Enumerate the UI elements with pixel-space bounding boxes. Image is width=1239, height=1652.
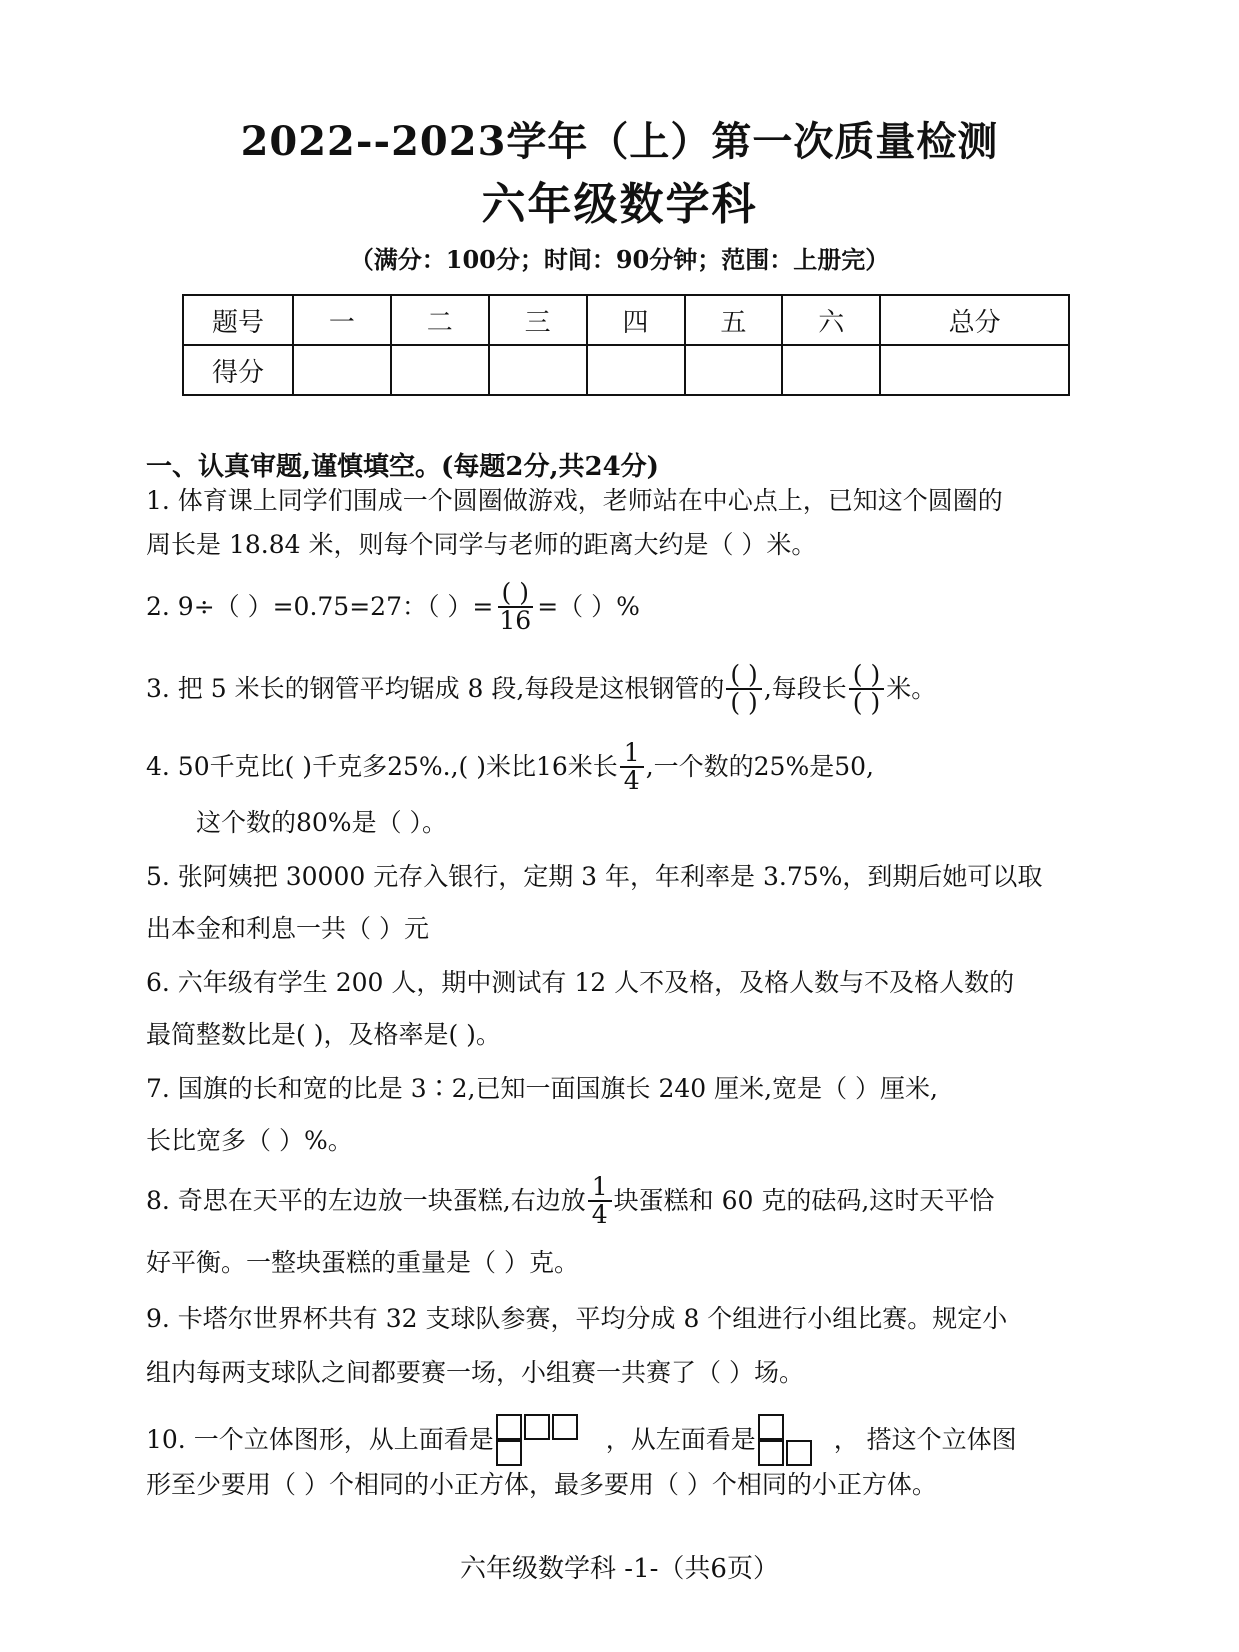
q3-text-2: ,每段长 (763, 674, 847, 704)
q9-line1: 9. 卡塔尔世界杯共有 32 支球队参赛，平均分成 8 个组进行小组比赛。规定小 (146, 1304, 1008, 1333)
score-header-cell: 四 (587, 295, 685, 345)
q10-line2: 形至少要用（ ）个相同的小正方体，最多要用（ ）个相同的小正方体。 (146, 1470, 937, 1499)
q8-fraction (588, 1174, 612, 1229)
score-table-header-row (183, 295, 1069, 345)
score-row-label: 得分 (183, 345, 293, 395)
q8-line2: 好平衡。一整块蛋糕的重量是（ ）克。 (146, 1248, 579, 1277)
q3-text-1: 3. 把 5 米长的钢管平均锯成 8 段,每段是这根钢管的 (146, 674, 725, 704)
left-view-square (758, 1414, 784, 1440)
top-view-figure (496, 1414, 586, 1466)
q4-line2: 这个数的80%是（ ）。 (196, 808, 448, 837)
q10-text-1: 10. 一个立体图形，从上面看是 (146, 1425, 494, 1454)
q6-line1: 6. 六年级有学生 200 人，期中测试有 12 人不及格，及格人数与不及格人数的 (146, 968, 1015, 997)
q3-frac1-denominator: ( ) (730, 688, 758, 718)
q8-text-2: 块蛋糕和 60 克的砝码,这时天平恰 (613, 1186, 995, 1216)
score-cell-3[interactable] (489, 345, 587, 395)
score-header-cell: 题号 (183, 295, 293, 345)
q4-frac-numerator: 1 (620, 740, 644, 768)
left-view-square (758, 1440, 784, 1466)
exam-subject: 六年级数学科 (481, 179, 758, 230)
top-view-square (552, 1414, 578, 1440)
q9-line2: 组内每两支球队之间都要赛一场，小组赛一共赛了（ ）场。 (146, 1358, 804, 1387)
q6-line2: 最简整数比是( )，及格率是( )。 (146, 1020, 501, 1049)
q4-frac-denominator: 4 (623, 766, 640, 796)
q3-text-3: 米。 (886, 674, 937, 704)
q2-text-1: 2. 9÷（ ）=0.75=27：（ ）= (146, 592, 494, 622)
q3-fraction-1 (726, 662, 761, 717)
q4-text-2: ,一个数的25%是50, (645, 752, 874, 782)
score-table-score-row (183, 345, 1069, 395)
q10-text-3: ， 搭这个立体图 (833, 1425, 1017, 1454)
q10-text-2: ，从左面看是 (605, 1425, 756, 1454)
top-view-square (524, 1414, 550, 1440)
q1-line2: 周长是 18.84 米，则每个同学与老师的距离大约是（ ）米。 (146, 530, 817, 559)
top-view-square (496, 1414, 522, 1440)
q3 (146, 662, 936, 717)
left-view-square (786, 1440, 812, 1466)
q2-fraction (495, 580, 535, 635)
score-header-cell: 一 (293, 295, 391, 345)
q8-frac-denominator: 4 (591, 1200, 608, 1230)
score-cell-1[interactable] (293, 345, 391, 395)
q10-line1 (146, 1414, 1017, 1466)
exam-title: 2022--2023学年（上）第一次质量检测 (240, 118, 999, 165)
exam-meta: （满分：100分；时间：90分钟；范围：上册完） (349, 245, 890, 274)
q4-text-1: 4. 50千克比( )千克多25%.,( )米比16米长 (146, 752, 618, 782)
left-view-figure (758, 1414, 820, 1466)
q4-fraction (620, 740, 644, 795)
q4-line1 (146, 740, 874, 795)
section-1-heading: 一、认真审题,谨慎填空。(每题2分,共24分) (146, 452, 659, 482)
q8-text-1: 8. 奇思在天平的左边放一块蛋糕,右边放 (146, 1186, 586, 1216)
q1-line1: 1. 体育课上同学们围成一个圆圈做游戏，老师站在中心点上，已知这个圆圈的 (146, 486, 1003, 515)
score-cell-total[interactable] (880, 345, 1069, 395)
q7-line2: 长比宽多（ ）%。 (146, 1126, 353, 1155)
score-cell-4[interactable] (587, 345, 685, 395)
score-header-cell: 二 (391, 295, 489, 345)
score-header-cell: 五 (685, 295, 783, 345)
score-table (182, 294, 1070, 396)
q3-fraction-2 (849, 662, 884, 717)
q5-line2: 出本金和利息一共（ ）元 (146, 914, 429, 943)
score-cell-2[interactable] (391, 345, 489, 395)
q8-frac-numerator: 1 (588, 1174, 612, 1202)
q3-frac2-numerator: ( ) (849, 662, 884, 690)
q2-frac-numerator: ( ) (498, 580, 533, 608)
score-cell-6[interactable] (782, 345, 880, 395)
q2-text-2: =（ ）% (537, 592, 640, 622)
q2 (146, 580, 640, 635)
score-cell-5[interactable] (685, 345, 783, 395)
page-footer: 六年级数学科 -1-（共6页） (460, 1554, 779, 1584)
q2-frac-denominator: 16 (499, 606, 532, 636)
q8-line1 (146, 1174, 994, 1229)
score-header-cell: 三 (489, 295, 587, 345)
q3-frac2-denominator: ( ) (852, 688, 881, 718)
q3-frac1-numerator: ( ) (726, 662, 761, 690)
q7-line1: 7. 国旗的长和宽的比是 3∶2,已知一面国旗长 240 厘米,宽是（ ）厘米, (146, 1074, 938, 1103)
score-header-cell: 总分 (880, 295, 1069, 345)
top-view-square (496, 1440, 522, 1466)
score-header-cell: 六 (782, 295, 880, 345)
q5-line1: 5. 张阿姨把 30000 元存入银行，定期 3 年，年利率是 3.75%，到期后她可以取 (146, 862, 1043, 891)
